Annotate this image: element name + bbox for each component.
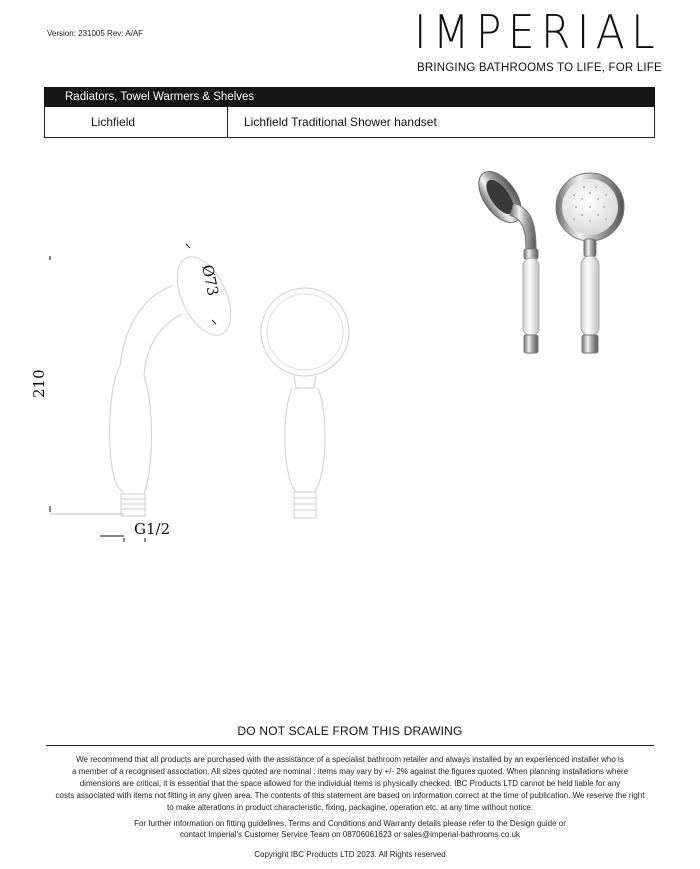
info-line: contact Imperial's Customer Service Team on 08706061623 or sales@imperial-bathrooms.co.uk: [180, 830, 520, 839]
product-name: Lichfield Traditional Shower handset: [244, 115, 437, 129]
side-view-nut: [121, 494, 145, 516]
product-photo: [470, 165, 630, 355]
thread-dimension: G1/2: [134, 520, 171, 538]
height-dimension: 210: [30, 369, 48, 398]
legal-line: to make alterations in product characteristic, fixing, packagine, operation etc. at any time without notice.: [167, 803, 533, 812]
product-row-divider: [227, 107, 228, 137]
do-not-scale-notice: DO NOT SCALE FROM THIS DRAWING: [237, 724, 463, 738]
side-handset-neck: [510, 203, 536, 249]
front-view-head: [261, 288, 349, 376]
brand-tagline: BRINGING BATHROOMS TO LIFE, FOR LIFE: [417, 62, 662, 74]
brand-name: IMPERIAL: [414, 5, 662, 59]
legal-line: costs associated with items not fitting in any given area. The contents of this statement are based on information correct at the time of publication. We reserve the right: [55, 791, 645, 800]
product-range: Lichfield: [91, 115, 136, 129]
front-view-neck: [294, 376, 316, 388]
category-bar: Radiators, Towel Warmers & Shelves: [44, 87, 655, 107]
side-view-handle: [110, 366, 152, 494]
product-row: [44, 107, 655, 138]
contact-info: [20, 818, 680, 840]
front-view-handle: [285, 388, 325, 492]
legal-disclaimer: [20, 754, 680, 814]
front-handset-neck: [584, 239, 596, 257]
info-line: For further information on fitting guidelines, Terms and Conditions and Warranty details please refer to the Design guide or: [134, 819, 566, 828]
legal-line: a member of a recognised association. All sizes quoted are nominal : items may vary by +/- 2% against the figures quoted. When planning installations where: [71, 767, 629, 776]
side-view-neck: [120, 286, 172, 366]
legal-line: We recommend that all products are purchased with the assistance of a specialist bathroom retailer and always installed by an experienced installer who is: [76, 755, 624, 764]
front-view-nut: [294, 492, 316, 518]
legal-line: dimensions are critical, it is essential that the space allowed for the individual items is physically checked. IBC Products LTD cannot be held liable for any: [79, 779, 621, 788]
technical-drawing: [24, 236, 354, 556]
copyright: Copyright IBC Products LTD 2023. All Rights reserved: [254, 850, 446, 859]
front-handset-handle: [581, 256, 599, 336]
footer-divider: [46, 745, 654, 746]
version-label: Version: 231005 Rev: A/AF: [47, 29, 144, 38]
diameter-dimension: Ø73: [198, 263, 223, 298]
side-view-head: [166, 249, 241, 344]
side-handset-handle: [523, 258, 539, 336]
